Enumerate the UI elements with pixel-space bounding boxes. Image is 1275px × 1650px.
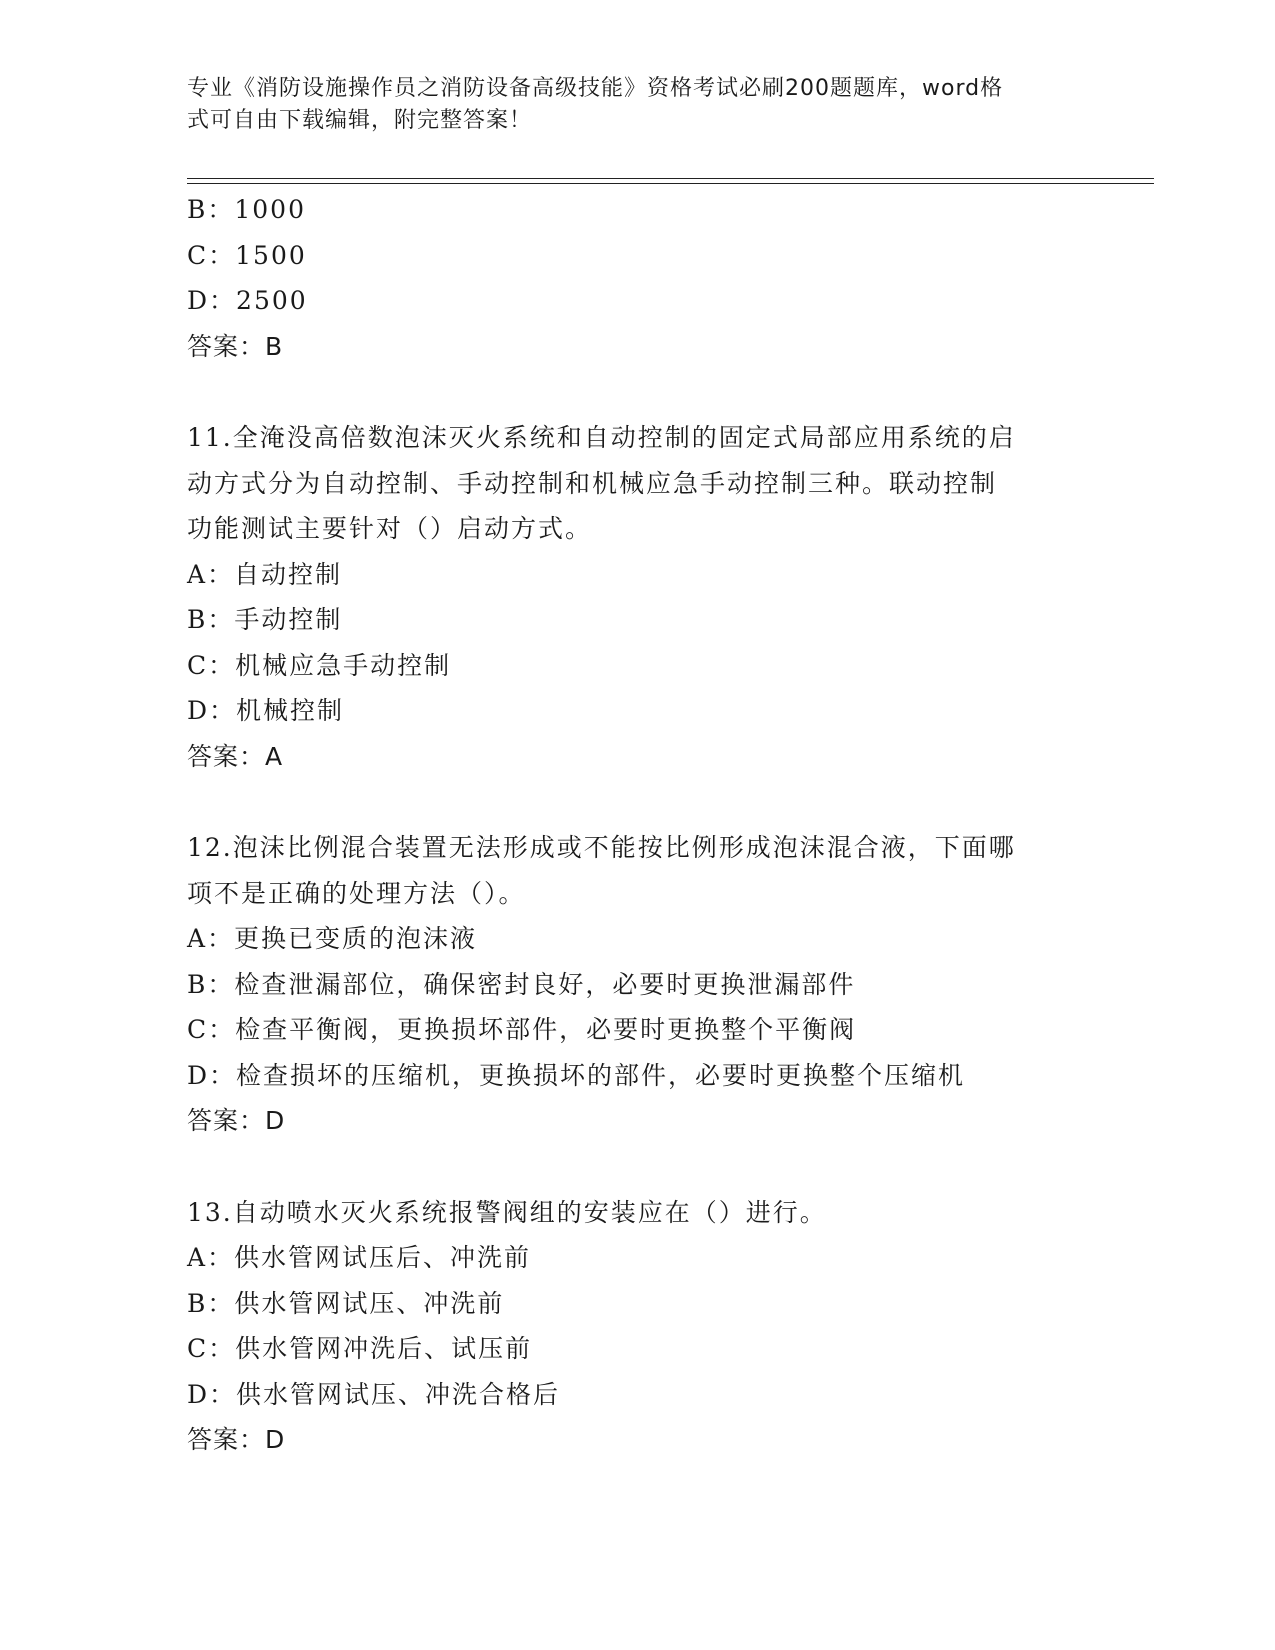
option-a: A：供水管网试压后、冲洗前 [187,1243,532,1272]
answer: 答案：A [187,741,284,771]
question-11 [187,415,1087,779]
option-b: B：检查泄漏部位，确保密封良好，必要时更换泄漏部件 [187,969,856,999]
option-d: D：2500 [187,286,308,315]
option-c: C：1500 [187,240,307,270]
answer: 答案：D [187,1106,286,1135]
option-a: A：更换已变质的泡沫液 [187,924,478,953]
question-10-tail [187,187,1087,369]
option-c: C：检查平衡阀，更换损坏部件，必要时更换整个平衡阀 [187,1015,857,1044]
option-d: D：检查损坏的压缩机，更换损坏的部件，必要时更换整个压缩机 [187,1060,966,1090]
question-list [187,187,1087,1463]
question-13 [187,1190,1087,1463]
header-divider-bottom [187,183,1154,184]
option-c: C：机械应急手动控制 [187,650,452,680]
option-b: B：供水管网试压、冲洗前 [187,1288,505,1318]
question-stem [187,415,1087,552]
stem-line: 动方式分为自动控制、手动控制和机械应急手动控制三种。联动控制 [187,468,998,498]
stem-line: 功能测试主要针对（）启动方式。 [187,514,593,543]
stem-line: 11.全淹没高倍数泡沫灭火系统和自动控制的固定式局部应用系统的启 [187,423,1016,452]
header-line-2: 式可自由下载编辑，附完整答案！ [187,108,533,133]
answer: 答案：B [187,331,284,361]
document-header [187,73,1087,137]
option-d: D：机械控制 [187,696,345,725]
question-12 [187,825,1087,1144]
header-line-1: 专业《消防设施操作员之消防设备高级技能》资格考试必刷200题题库，word格 [187,76,1004,101]
stem-line: 12.泡沫比例混合装置无法形成或不能按比例形成泡沫混合液，下面哪 [187,833,1016,862]
header-divider-top [187,178,1154,179]
option-c: C：供水管网冲洗后、试压前 [187,1334,533,1363]
option-a: A：自动控制 [187,559,343,589]
option-b: B：手动控制 [187,605,343,634]
stem-line: 项不是正确的处理方法（）。 [187,878,526,908]
answer: 答案：D [187,1425,286,1454]
option-d: D：供水管网试压、冲洗合格后 [187,1379,561,1409]
question-stem [187,825,1087,916]
stem-line: 13.自动喷水灭火系统报警阀组的安装应在（）进行。 [187,1197,827,1227]
question-stem [187,1190,1087,1236]
option-b: B：1000 [187,195,306,224]
